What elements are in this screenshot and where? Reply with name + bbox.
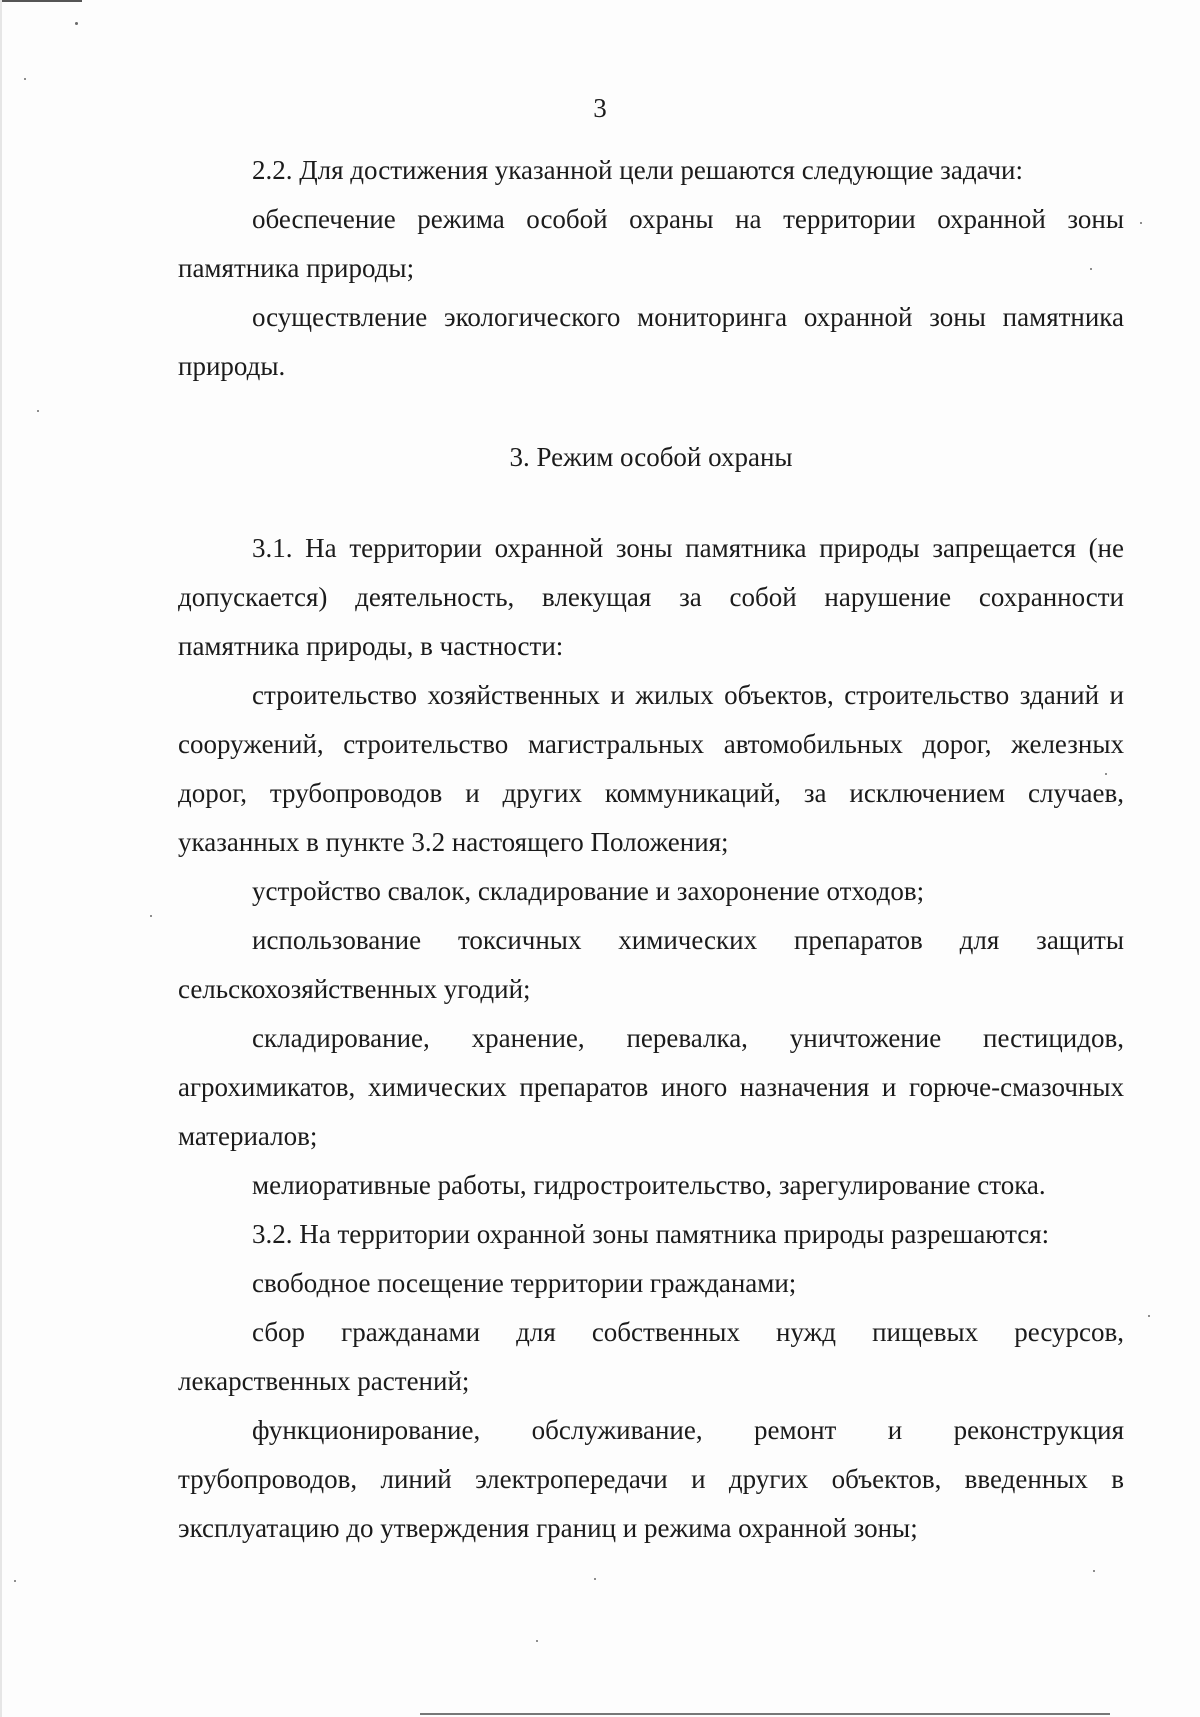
scan-speck <box>1093 1570 1095 1572</box>
paragraph-3-1: 3.1. На территории охранной зоны памятника природы запрещается (не допускается) деятельность, влекущая за собой нарушение сохранности памятника природы, в частности: <box>178 533 1124 661</box>
scan-edge-top <box>0 0 82 2</box>
document-body <box>178 146 1124 1553</box>
scan-edge-left <box>0 0 2 1717</box>
scan-speck <box>14 1580 16 1582</box>
scan-speck <box>1140 222 1142 224</box>
list-item-infrastructure: функционирование, обслуживание, ремонт и реконструкция трубопроводов, линий электропередачи и других объектов, введенных в эксплуатацию до утверждения границ и режима охранной зоны; <box>178 1415 1124 1543</box>
list-item-dumps: устройство свалок, складирование и захоронение отходов; <box>252 876 925 906</box>
paragraph-task-monitoring: осуществление экологического мониторинга охранной зоны памятника природы. <box>178 302 1124 381</box>
scan-edge-bottom <box>420 1713 1110 1715</box>
page-number: 3 <box>593 93 607 123</box>
list-item-free-visit: свободное посещение территории гражданами; <box>252 1268 797 1298</box>
scan-speck <box>536 1640 538 1642</box>
paragraph-2-2: 2.2. Для достижения указанной цели решаются следующие задачи: <box>252 155 1023 185</box>
scan-speck <box>1148 1315 1150 1317</box>
paragraph-task-protection-regime: обеспечение режима особой охраны на территории охранной зоны памятника природы; <box>178 204 1124 283</box>
list-item-construction: строительство хозяйственных и жилых объектов, строительство зданий и сооружений, строительство магистральных автомобильных дорог, железных дорог, трубопроводов и других коммуникаций, за исключением случаев, указанных в пункте 3.2 настоящего Положения; <box>178 680 1124 857</box>
list-item-gathering: сбор гражданами для собственных нужд пищевых ресурсов, лекарственных растений; <box>178 1317 1124 1396</box>
list-item-pesticides: складирование, хранение, перевалка, уничтожение пестицидов, агрохимикатов, химических препаратов иного назначения и горюче-смазочных материалов; <box>178 1023 1124 1151</box>
scan-speck <box>37 410 39 412</box>
paragraph-3-2: 3.2. На территории охранной зоны памятника природы разрешаются: <box>252 1219 1050 1249</box>
list-item-toxic-chemicals: использование токсичных химических препаратов для защиты сельскохозяйственных угодий; <box>178 925 1124 1004</box>
scan-speck <box>24 78 26 80</box>
scan-speck <box>594 1578 596 1580</box>
section-heading-3: 3. Режим особой охраны <box>509 442 793 472</box>
scan-speck <box>75 22 78 25</box>
list-item-melioration: мелиоративные работы, гидростроительство, зарегулирование стока. <box>252 1170 1046 1200</box>
scan-speck <box>150 915 152 917</box>
